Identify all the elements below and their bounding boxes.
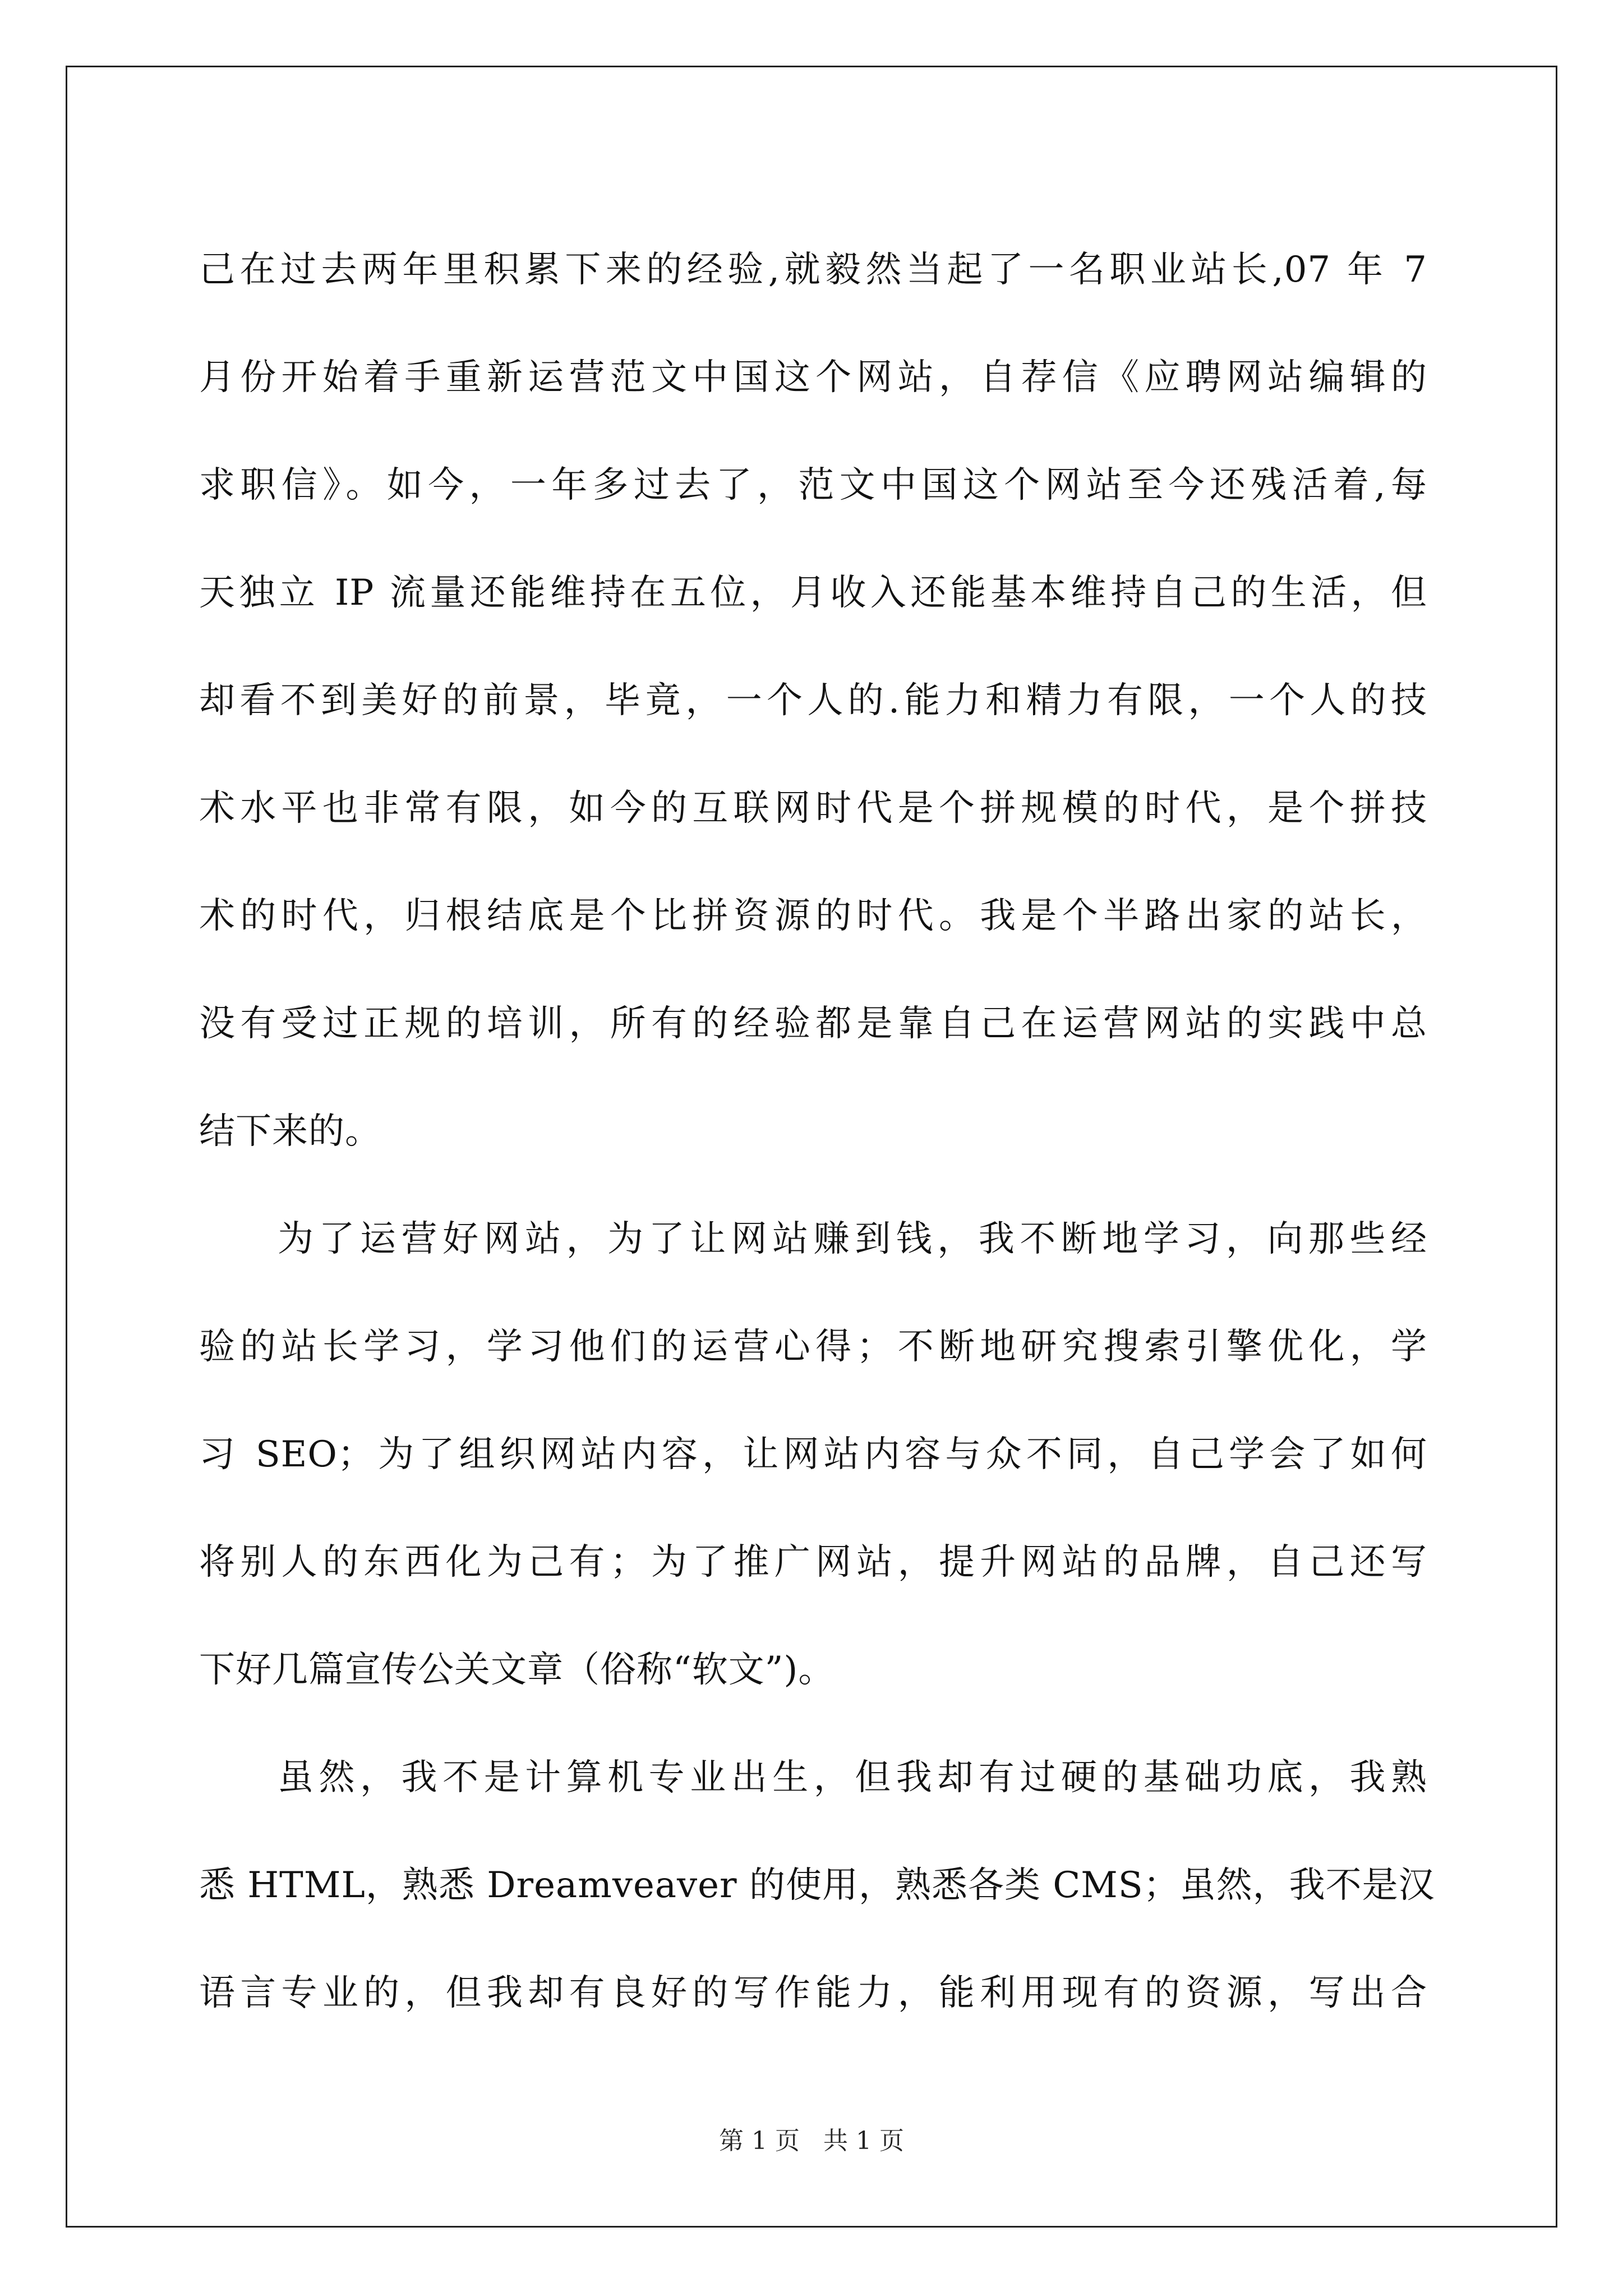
text-line: 下好几篇宣传公关文章（俗称“软文”)。 bbox=[199, 1649, 835, 1691]
text-line: 术的时代，归根结底是个比拼资源的时代。我是个半路出家的站长， bbox=[199, 895, 1427, 937]
text-line: 习 SEO；为了组织网站内容，让网站内容与众不同，自己学会了如何 bbox=[199, 1434, 1427, 1475]
text-line: 将别人的东西化为己有；为了推广网站，提升网站的品牌，自己还写 bbox=[199, 1542, 1427, 1583]
text-line: 己在过去两年里积累下来的经验,就毅然当起了一名职业站长,07 年 7 bbox=[199, 249, 1427, 291]
text-line: 却看不到美好的前景，毕竟，一个人的.能力和精力有限，一个人的技 bbox=[199, 680, 1427, 721]
document-body bbox=[199, 216, 1435, 2047]
page-total: 共 1 页 bbox=[823, 2127, 904, 2155]
text-line: 虽然，我不是计算机专业出生，但我却有过硬的基础功底，我熟 bbox=[278, 1757, 1427, 1798]
text-line: 术水平也非常有限，如今的互联网时代是个拼规模的时代，是个拼技 bbox=[199, 788, 1427, 829]
page-number: 第 1 页 bbox=[719, 2127, 800, 2155]
text-line: 月份开始着手重新运营范文中国这个网站，自荐信《应聘网站编辑的 bbox=[199, 357, 1427, 398]
text-line: 天独立 IP 流量还能维持在五位，月收入还能基本维持自己的生活，但 bbox=[199, 572, 1427, 614]
text-line: 没有受过正规的培训，所有的经验都是靠自己在运营网站的实践中总 bbox=[199, 1003, 1427, 1045]
text-line: 结下来的。 bbox=[199, 1111, 381, 1152]
text-line: 为了运营好网站，为了让网站赚到钱，我不断地学习，向那些经 bbox=[278, 1218, 1427, 1260]
text-line: 求职信》。如今，一年多过去了，范文中国这个网站至今还残活着,每 bbox=[199, 464, 1427, 506]
text-line: 验的站长学习，学习他们的运营心得；不断地研究搜索引擎优化，学 bbox=[199, 1326, 1427, 1368]
page-footer bbox=[0, 2120, 1623, 2156]
text-line: 悉 HTML，熟悉 Dreamveaver 的使用，熟悉各类 CMS；虽然，我不是汉 bbox=[199, 1865, 1435, 1906]
text-line: 语言专业的，但我却有良好的写作能力，能利用现有的资源，写出合 bbox=[199, 1972, 1427, 2014]
